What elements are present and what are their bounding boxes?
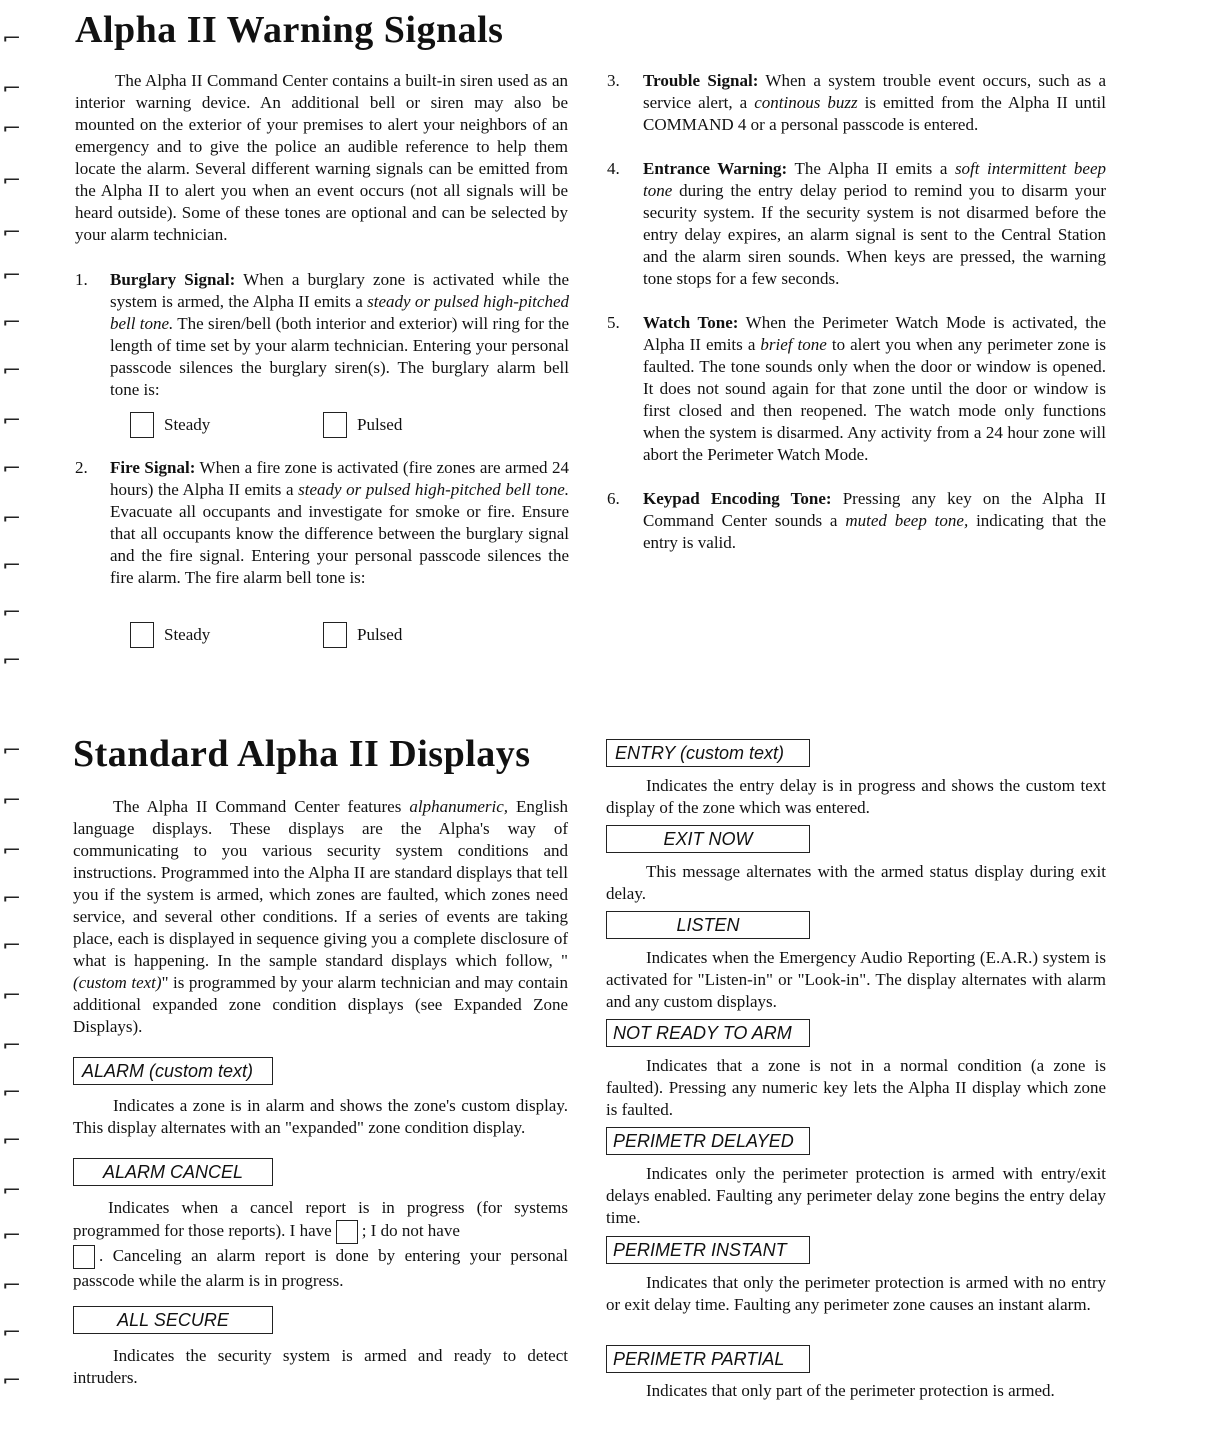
checkbox-do-not-have[interactable]	[73, 1245, 95, 1269]
burglary-steady-option[interactable]	[130, 412, 210, 438]
display-alarm-cancel-desc: Indicates when a cancel report is in progress (for systems programmed for those reports). I have ; I do not have . Canceling an alarm report is done by entering your personal passcode while the alarm is in progress.	[73, 1198, 568, 1291]
fire-steady-option[interactable]	[130, 622, 210, 648]
item-number: 1.	[75, 270, 88, 289]
display-entry-custom: ENTRY (custom text)	[606, 739, 810, 767]
display-perimetr-partial-desc: Indicates that only part of the perimeter protection is armed.	[646, 1381, 1055, 1400]
display-all-secure-desc: Indicates the security system is armed and ready to detect intruders.	[73, 1346, 568, 1387]
display-alarm-custom: ALARM (custom text)	[73, 1057, 273, 1085]
watch-tone-text: Watch Tone: When the Perimeter Watch Mode is activated, the Alpha II emits a brief tone to alert you when any perimeter zone is faulted. The tone sounds only when the door or window is opened. It does not sound again for that zone until the door or window is first closed and then reopened. The watch mode only functions when the system is disarmed. Any activity from a 24 hour zone will abort the Perimeter Watch Mode.	[643, 313, 1106, 464]
item-number: 6.	[607, 489, 620, 508]
display-perimetr-instant: PERIMETR INSTANT	[606, 1236, 810, 1264]
checkbox-have[interactable]	[336, 1220, 358, 1244]
binder-edge: ⌐ ⌐ ⌐ ⌐ ⌐ ⌐ ⌐ ⌐ ⌐ ⌐ ⌐ ⌐ ⌐ ⌐ ⌐ ⌐ ⌐ ⌐ ⌐ ⌐ ⌐ ⌐ ⌐ ⌐ ⌐ ⌐ ⌐ ⌐	[1, 28, 22, 1391]
keypad-tone-text: Keypad Encoding Tone: Pressing any key on the Alpha II Command Center sounds a muted beep tone, indicating that the entry is valid.	[643, 489, 1107, 552]
steady-label: Steady	[164, 415, 211, 434]
burglary-signal-text: Burglary Signal: When a burglary zone is activated while the system is armed, the Alpha II emits a steady or pulsed high-pitched bell tone. The siren/bell (both interior and exterior) will ring for the length of time set by your alarm technician. Entering your personal passcode silences the burglary siren(s). The burglary alarm bell tone is:	[110, 270, 570, 399]
display-listen-desc: Indicates when the Emergency Audio Reporting (E.A.R.) system is activated for "Listen-in" or "Look-in". The display alternates with alarm and any custom displays.	[606, 948, 1106, 1011]
fire-pulsed-option[interactable]	[323, 622, 402, 648]
warning-intro: The Alpha II Command Center contains a built-in siren used as an interior warning device. An additional bell or siren may also be mounted on the exterior of your premises to alert your neighbors of an emergency and to give the police an audible reference to help them locate the alarm. Several different warning signals can be emitted from the Alpha II to alert you when an event occurs (not all signals will be heard outside). Some of these tones are optional and can be selected by your alarm technician.	[75, 71, 568, 244]
fire-signal-text: Fire Signal: When a fire zone is activated (fire zones are armed 24 hours) the Alpha II emits a steady or pulsed high-pitched bell tone. Evacuate all occupants and investigate for smoke or fire. Ensure that all occupants know the difference between the burglary signal and the fire signal. Entering your personal passcode silences the fire alarm. The fire alarm bell tone is:	[110, 458, 569, 587]
display-not-ready-desc: Indicates that a zone is not in a normal condition (a zone is faulted). Pressing any numeric key lets the Alpha II display which zone is faulted.	[606, 1056, 1106, 1119]
display-not-ready: NOT READY TO ARM	[606, 1019, 810, 1047]
checkbox[interactable]	[130, 412, 154, 438]
display-entry-custom-desc: Indicates the entry delay is in progress and shows the custom text display of the zone which was entered.	[606, 776, 1106, 817]
steady-label: Steady	[164, 625, 211, 644]
display-perimetr-delayed-desc: Indicates only the perimeter protection is armed with entry/exit delays enabled. Faulting any perimeter delay zone begins the entry delay time.	[606, 1164, 1106, 1227]
display-perimetr-delayed: PERIMETR DELAYED	[606, 1127, 810, 1155]
item-number: 4.	[607, 159, 620, 178]
display-perimetr-instant-desc: Indicates that only the perimeter protection is armed with no entry or exit delay time. Faulting any perimeter zone causes an instant alarm.	[606, 1273, 1106, 1314]
item-number: 2.	[75, 458, 88, 477]
display-alarm-custom-desc: Indicates a zone is in alarm and shows the zone's custom display. This display alternates with an "expanded" zone condition display.	[73, 1096, 568, 1137]
section-title-displays: Standard Alpha II Displays	[73, 733, 531, 775]
displays-intro: The Alpha II Command Center features alphanumeric, English language displays. These displays are the Alpha's way of communicating to you various security system conditions and instructions. Programmed into the Alpha II are standard displays that tell you if the system is armed, which zones are faulted, which zones need service, and several other conditions. If a series of events are taking place, each is displayed in sequence giving you a complete disclosure of what is happening. In the sample standard displays which follow, "(custom text)" is programmed by your alarm technician and may contain additional expanded zone condition displays (see Expanded Zone Displays).	[73, 797, 569, 1036]
item-number: 5.	[607, 313, 620, 332]
trouble-signal-text: Trouble Signal: When a system trouble event occurs, such as a service alert, a continous buzz is emitted from the Alpha II until COMMAND 4 or a personal passcode is entered.	[643, 71, 1106, 134]
pulsed-label: Pulsed	[357, 415, 403, 434]
display-all-secure: ALL SECURE	[73, 1306, 273, 1334]
display-listen: LISTEN	[606, 911, 810, 939]
entrance-warning-text: Entrance Warning: The Alpha II emits a soft intermittent beep tone during the entry delay period to remind you to disarm your security system. If the security system is not disarmed before the entry delay expires, an alarm signal is sent to the Central Station and the alarm siren sounds. When keys are pressed, the warning tone stops for a few seconds.	[643, 159, 1107, 288]
display-perimetr-partial: PERIMETR PARTIAL	[606, 1345, 810, 1373]
display-exit-now: EXIT NOW	[606, 825, 810, 853]
item-number: 3.	[607, 71, 620, 90]
section-title-warning-signals: Alpha II Warning Signals	[75, 9, 504, 51]
pulsed-label: Pulsed	[357, 625, 403, 644]
checkbox[interactable]	[323, 412, 347, 438]
checkbox[interactable]	[323, 622, 347, 648]
checkbox[interactable]	[130, 622, 154, 648]
display-alarm-cancel: ALARM CANCEL	[73, 1158, 273, 1186]
burglary-pulsed-option[interactable]	[323, 412, 402, 438]
display-exit-now-desc: This message alternates with the armed status display during exit delay.	[606, 862, 1106, 903]
